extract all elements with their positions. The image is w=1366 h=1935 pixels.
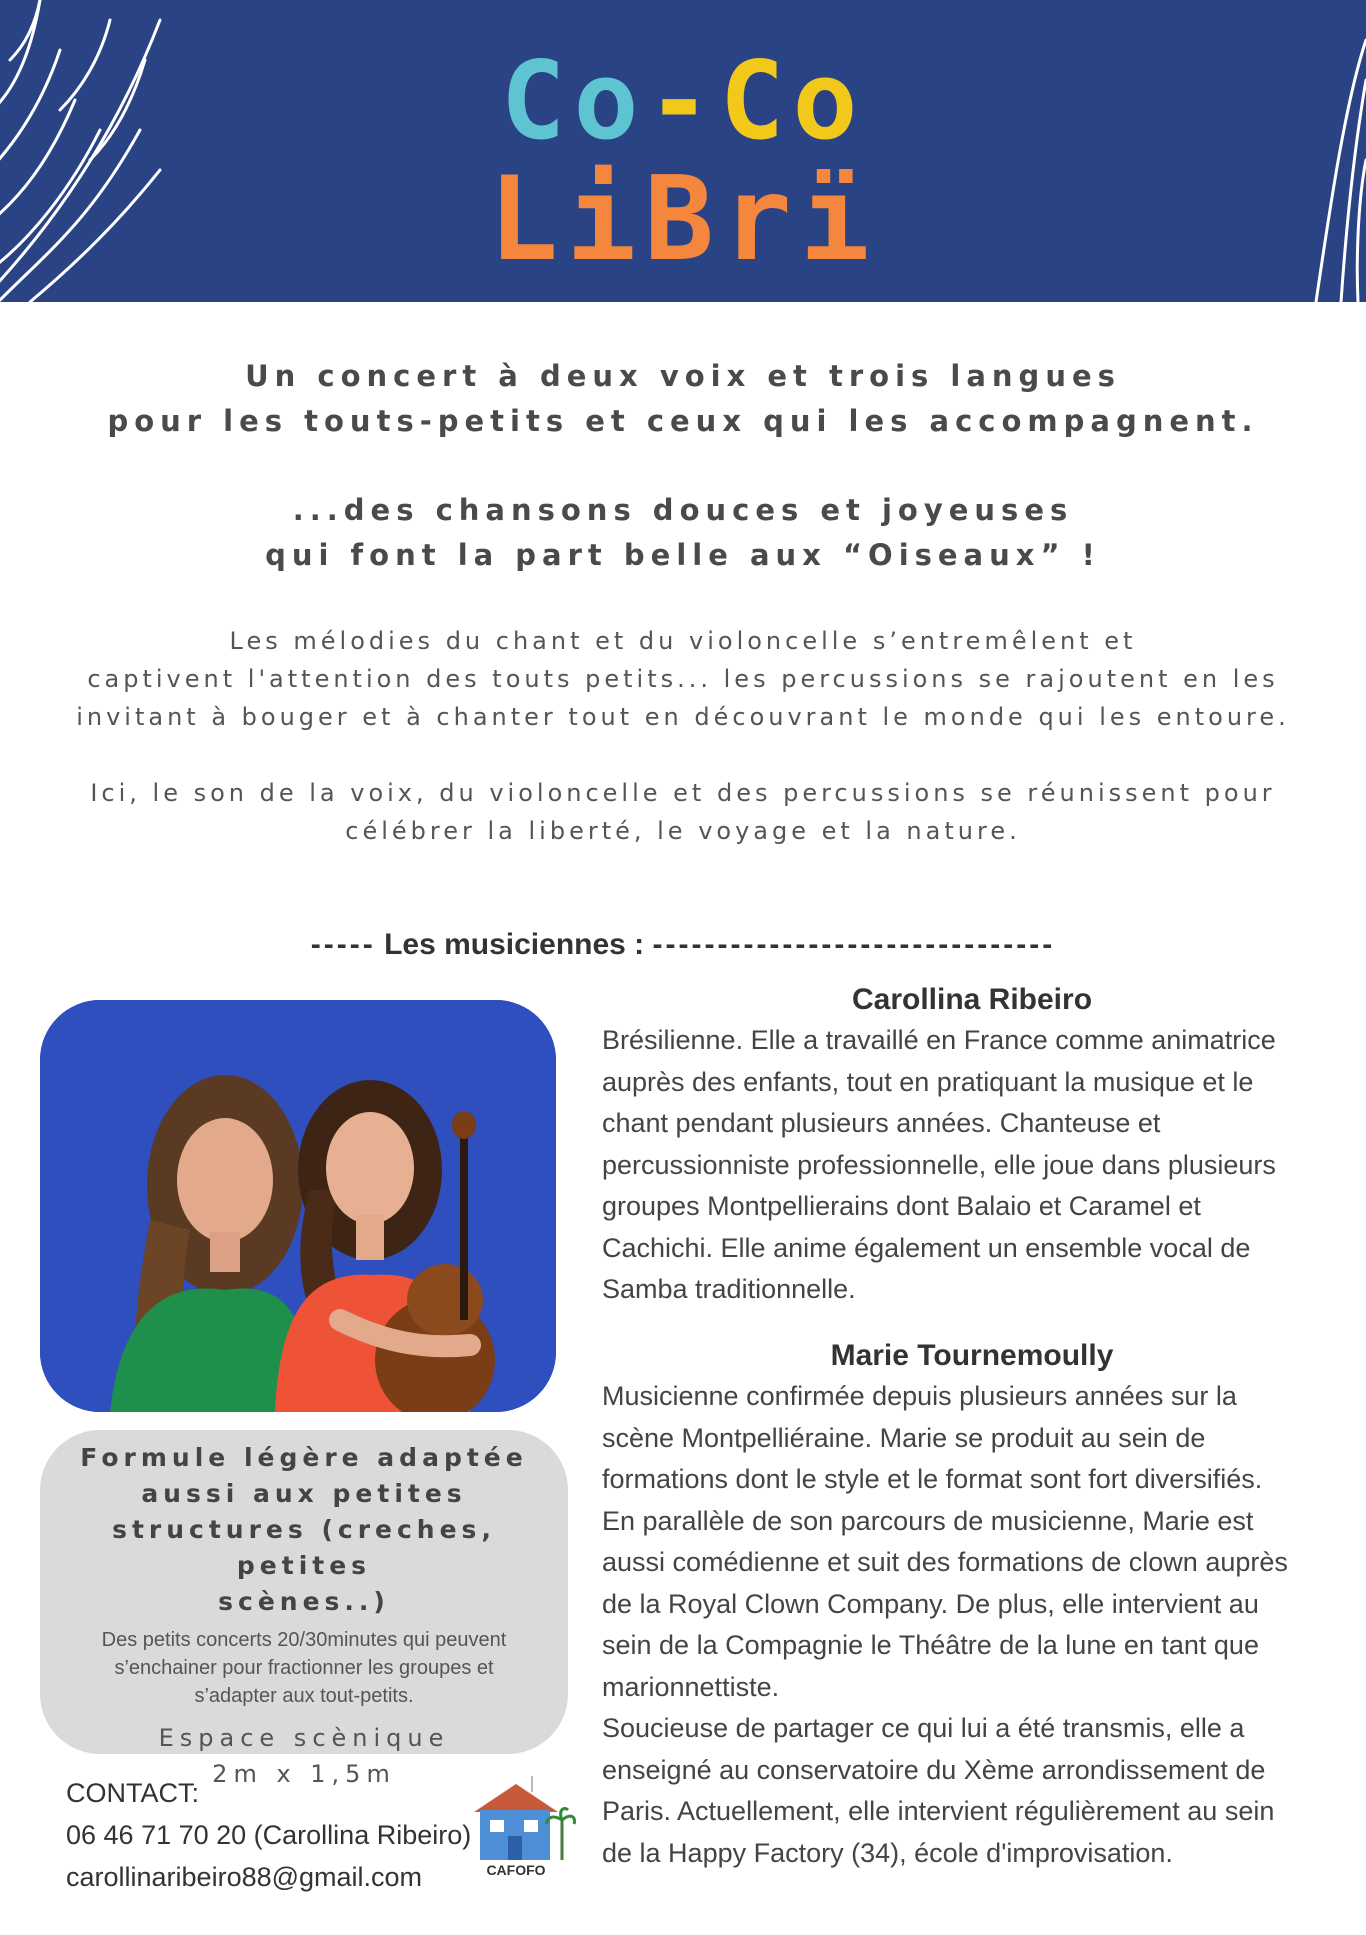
carollina-bio-line-3: chant pendant plusieurs années. Chanteuse et [602, 1108, 1161, 1138]
tagline-concert [0, 354, 1366, 444]
logo-co-1: Co [500, 39, 647, 164]
intro-p1-line-3: invitant à bouger et à chanter tout en découvrant le monde qui les entoure. [76, 703, 1290, 731]
formule-title-line-2: aussi aux petites [141, 1479, 467, 1508]
heading-dashes-left: ----- [310, 928, 376, 961]
heading-dashes-right: ------------------------------- [652, 928, 1056, 961]
logo-libri-2: Br [644, 152, 800, 287]
marie-bio-line-1: Musicienne confirmée depuis plusieurs années sur la [602, 1381, 1237, 1411]
formule-title-line-1: Formule légère adaptée [80, 1443, 528, 1472]
formule-title-line-4: scènes..) [218, 1587, 390, 1616]
marie-bio-line-8: marionnettiste. [602, 1671, 780, 1702]
logo-dash: - [646, 39, 720, 164]
tagline-chansons-line-2: qui font la part belle aux “Oiseaux” ! [265, 538, 1101, 572]
carollina-bio [602, 1020, 1342, 1311]
carollina-bio-line-7: Samba traditionnelle. [602, 1274, 856, 1304]
carollina-bio-line-6: Cachichi. Elle anime également un ensemble vocal de [602, 1232, 1251, 1263]
heading-title: Les musiciennes : [384, 928, 645, 961]
formule-space-dimensions: 2m x 1,5m [212, 1760, 396, 1788]
intro-paragraph-1 [0, 622, 1366, 736]
marie-bio-line-10: enseigné au conservatoire du Xème arrondissement de [602, 1754, 1266, 1785]
logo-line-1 [0, 39, 1366, 164]
logo-libri-3: ï [799, 152, 878, 287]
contact-block [66, 1772, 471, 1898]
cafofo-logo-text: CAFOFO [486, 1862, 546, 1878]
carollina-name: Carollina Ribeiro [851, 983, 1093, 1016]
formule-space-label: Espace scènique [158, 1724, 450, 1752]
marie-section [602, 1336, 1342, 1874]
marie-bio-line-3: formations dont le style et le format sont fort diversifiés. [602, 1464, 1263, 1494]
intro-p2-line-2: célébrer la liberté, le voyage et la nature. [345, 817, 1021, 845]
marie-bio-line-11: Paris. Actuellement, elle intervient régulièrement au sein [602, 1796, 1275, 1826]
formule-description [40, 1626, 568, 1710]
logo-libri-1: Li [488, 152, 645, 287]
carollina-bio-line-2: auprès des enfants, tout en pratiquant la musique et le [602, 1066, 1254, 1097]
marie-bio-line-9: Soucieuse de partager ce qui lui a été transmis, elle a [602, 1713, 1245, 1743]
intro-p1-line-2: captivent l'attention des touts petits... les percussions se rajoutent en les [87, 665, 1279, 693]
carollina-bio-line-4: percussionniste professionnelle, elle joue dans plusieurs [602, 1149, 1276, 1180]
formule-title-line-3: structures (creches, petites [112, 1515, 496, 1580]
marie-bio [602, 1376, 1342, 1874]
logo-line-2 [0, 152, 1366, 287]
tagline-concert-line-2: pour les touts-petits et ceux qui les accompagnent. [107, 404, 1259, 438]
marie-bio-line-4: En parallèle de son parcours de musicienne, Marie est [602, 1505, 1254, 1536]
contact-email[interactable]: carollinaribeiro88@gmail.com [66, 1862, 423, 1892]
marie-bio-line-5: aussi comédienne et suit des formations de clown auprès [602, 1547, 1288, 1577]
tagline-concert-line-1: Un concert à deux voix et trois langues [245, 359, 1121, 393]
marie-bio-line-7: sein de la Compagnie le Théâtre de la lune en tant que [602, 1630, 1259, 1660]
formule-desc-line-1: Des petits concerts 20/30minutes qui peuvent [101, 1629, 507, 1651]
marie-bio-line-2: scène Montpelliéraine. Marie se produit au sein de [602, 1422, 1206, 1453]
musicians-photo-illustration [40, 1000, 556, 1412]
contact-phone[interactable]: 06 46 71 70 20 (Carollina Ribeiro) [66, 1820, 472, 1850]
formule-desc-line-2: s’enchainer pour fractionner les groupes et [114, 1657, 494, 1679]
logo-title [0, 39, 1366, 287]
formule-box [40, 1430, 568, 1788]
musiciennes-heading [0, 928, 1366, 962]
marie-name: Marie Tournemoully [830, 1339, 1114, 1372]
intro-p2-line-1: Ici, le son de la voix, du violoncelle et des percussions se réunissent pour [90, 779, 1276, 807]
formule-desc-line-3: s’adapter aux tout-petits. [194, 1685, 414, 1707]
cafofo-logo [466, 1770, 576, 1888]
intro-paragraph-2 [0, 774, 1366, 850]
carollina-bio-line-1: Brésilienne. Elle a travaillé en France comme animatrice [602, 1025, 1276, 1055]
musicians-photo [40, 1000, 556, 1412]
tagline-chansons [0, 488, 1366, 578]
formule-title [40, 1440, 568, 1620]
intro-p1-line-1: Les mélodies du chant et du violoncelle s’entremêlent et [229, 627, 1137, 655]
logo-co-2: Co [719, 39, 866, 164]
marie-bio-line-6: de la Royal Clown Company. De plus, elle intervient au [602, 1588, 1259, 1619]
marie-bio-line-12: de la Happy Factory (34), école d'improvisation. [602, 1837, 1173, 1868]
contact-label: CONTACT: [66, 1778, 199, 1808]
carollina-bio-line-5: groupes Montpellierains dont Balaio et Caramel et [602, 1191, 1201, 1221]
carollina-section [602, 980, 1342, 1311]
header-banner [0, 0, 1366, 302]
tagline-chansons-line-1: ...des chansons douces et joyeuses [292, 493, 1074, 527]
